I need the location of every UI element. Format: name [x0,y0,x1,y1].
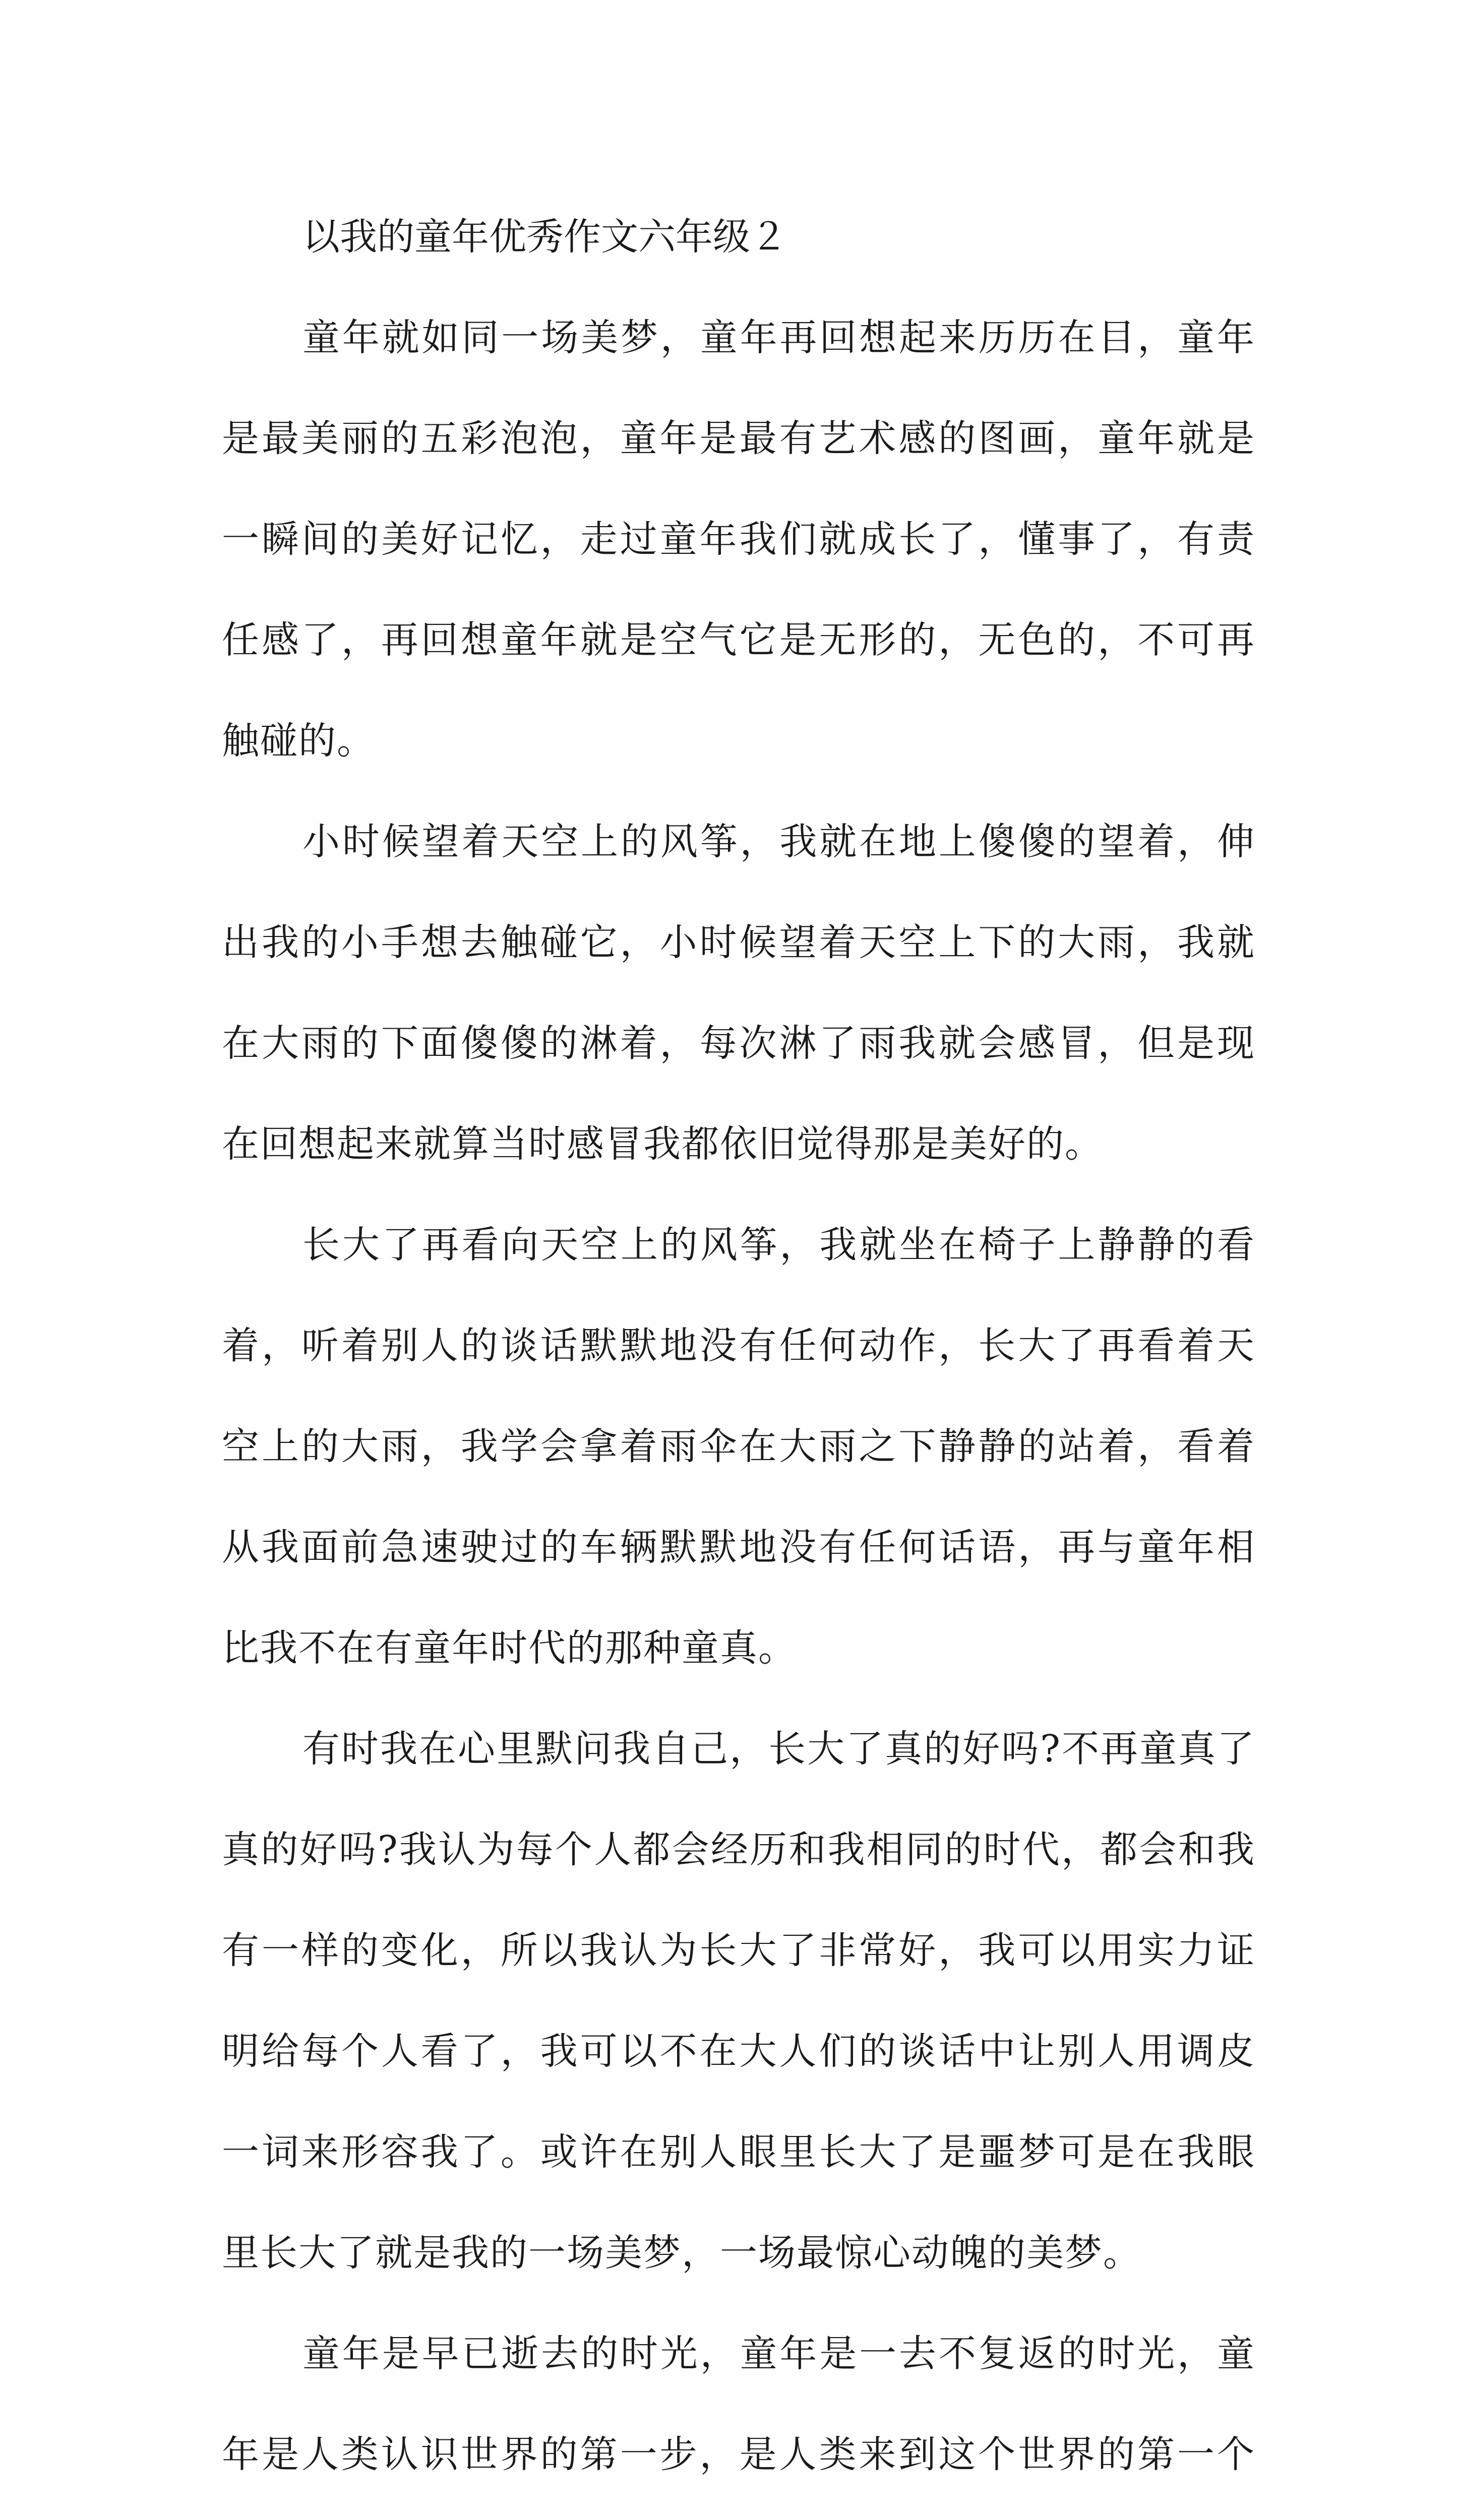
paragraph-1: 童年就如同一场美梦，童年再回想起来历历在目，童年是最美丽的五彩泡泡，童年是最有艺术感的图画，童年就是一瞬间的美好记忆，走过童年我们就成长了，懂事了，有责任感了，再回想童年就是空气它是无形的，无色的，不可再触碰的。 [222,316,1255,763]
paragraph-4: 有时我在心里默问我自己，长大了真的好吗?不再童真了真的好吗?我认为每个人都会经历和我相同的时代，都会和我有一样的变化，所以我认为长大了非常好，我可以用实力证明给每个人看了，我可以不在大人们的谈话中让别人用调皮一词来形容我了。或许在别人眼里长大了是噩梦可是在我眼里长大了就是我的一场美梦，一场最惊心动魄的美梦。 [222,1727,1255,2275]
document-title: 以我的童年优秀作文六年级２ [302,215,787,259]
paragraph-2: 小时候望着天空上的风筝，我就在地上傻傻的望着，伸出我的小手想去触碰它，小时候望着天空上下的大雨，我就在大雨的下面傻傻的淋着，每次淋了雨我就会感冒，但是现在回想起来就算当时感冒我都依旧觉得那是美好的。 [222,820,1255,1166]
paragraph-3: 长大了再看向天空上的风筝，我就坐在椅子上静静的看着，听着别人的谈话默默地没有任何动作，长大了再看着天空上的大雨，我学会拿着雨伞在大雨之下静静的站着，看着从我面前急速驶过的车辆默默地没有任何话语，再与童年相比我不在有童年时代的那种童真。 [222,1223,1255,1670]
paragraph-5: 童年是早已逝去的时光，童年是一去不复返的时光，童年是人类认识世界的第一步，是人类来到这个世界的第一个 [222,2332,1255,2476]
document-body [222,186,1255,2520]
